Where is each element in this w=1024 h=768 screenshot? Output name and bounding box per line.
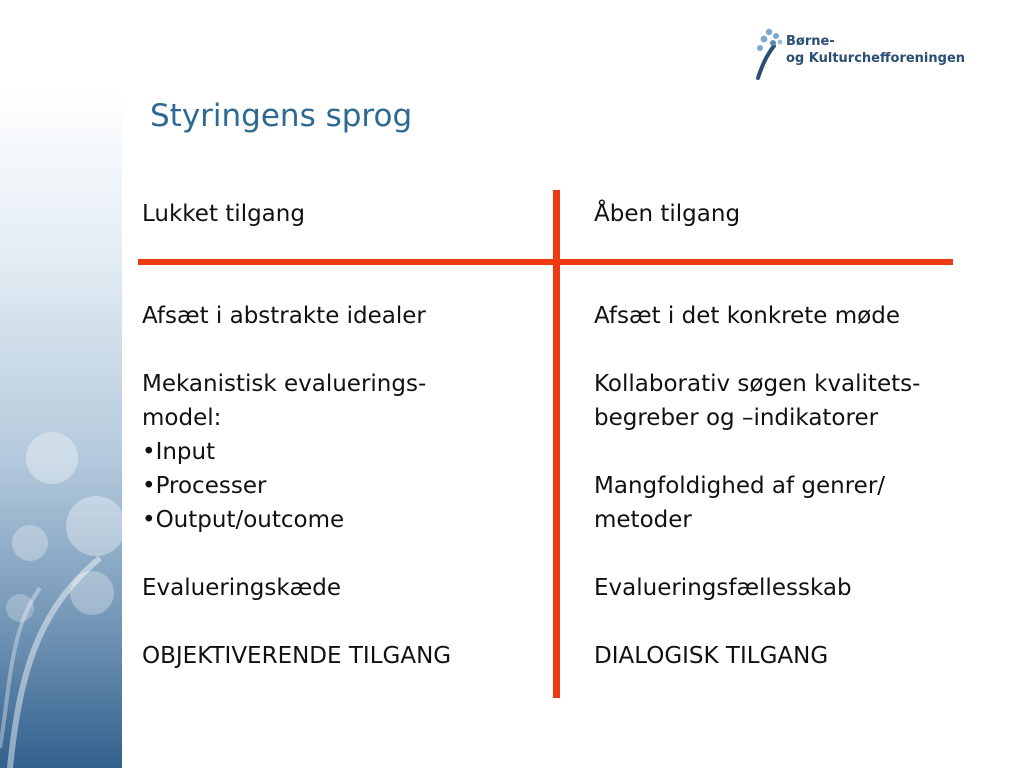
logo-mark-icon (752, 26, 786, 82)
right-column-content (594, 299, 920, 673)
right-item-evaluation-community: Evalueringsfællesskab (594, 575, 852, 601)
vertical-divider (553, 190, 560, 698)
left-item-evaluation-chain: Evalueringskæde (142, 575, 342, 601)
right-item-collaborative-line1: Kollaborativ søgen kvalitets- (594, 371, 921, 397)
left-bullet-input: •Input (142, 439, 216, 465)
right-item-dialogic: DIALOGISK TILGANG (594, 643, 829, 669)
right-item-diversity-line2: metoder (594, 507, 692, 533)
left-column-content (142, 299, 451, 673)
logo-text-line2: og Kulturchefforeningen (786, 51, 966, 66)
left-item-mechanistic-line1: Mekanistisk evaluerings- (142, 371, 427, 397)
right-item-collaborative-line2: begreber og –indikatorer (594, 405, 879, 431)
horizontal-divider (138, 259, 953, 265)
organization-logo (752, 26, 992, 82)
right-column-header: Åben tilgang (594, 201, 741, 227)
left-item-mechanistic-line2: model: (142, 405, 222, 431)
decorative-side-band (0, 88, 122, 768)
right-item-concrete-meeting: Afsæt i det konkrete møde (594, 303, 900, 329)
left-bullet-processer: •Processer (142, 473, 267, 499)
slide-title: Styringens sprog (150, 98, 413, 134)
bubbles-graphic (0, 88, 122, 768)
left-bullet-output: •Output/outcome (142, 507, 345, 533)
left-item-abstract-ideals: Afsæt i abstrakte idealer (142, 303, 426, 329)
right-item-diversity-line1: Mangfoldighed af genrer/ (594, 473, 886, 499)
logo-text-line1: Børne- (786, 34, 835, 49)
left-item-objectifying: OBJEKTIVERENDE TILGANG (142, 643, 452, 669)
left-column-header: Lukket tilgang (142, 201, 305, 227)
